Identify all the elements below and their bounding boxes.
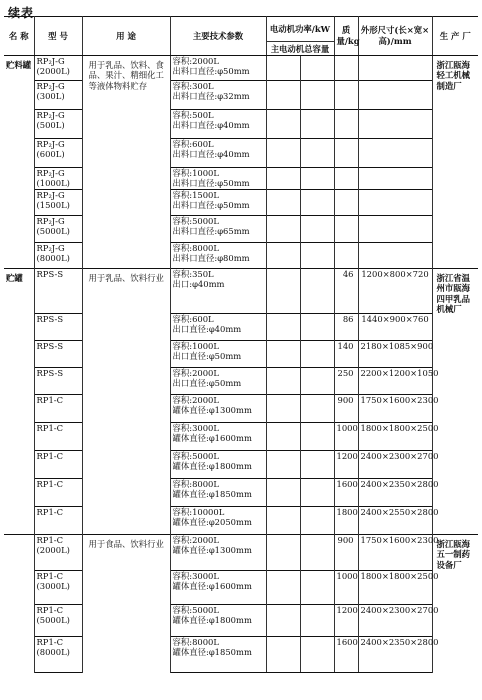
cell-power-total bbox=[300, 535, 334, 571]
cell-power-main bbox=[266, 56, 300, 81]
table-row bbox=[4, 451, 478, 479]
cell-power-main bbox=[266, 243, 300, 269]
cell-params-line: 容积:10000L bbox=[172, 507, 225, 517]
cell-model-line: (5000L) bbox=[36, 226, 70, 237]
cell-model-line: RPS-S bbox=[36, 314, 64, 324]
table-row bbox=[4, 637, 478, 673]
cell-params bbox=[170, 507, 266, 535]
cell-mass: 140 bbox=[334, 341, 358, 368]
cell-params-line: 容积:3000L bbox=[172, 423, 219, 433]
cell-params-line: 容积:600L bbox=[172, 314, 214, 324]
cell-power-main bbox=[266, 637, 300, 673]
table-row bbox=[4, 341, 478, 368]
cell-params bbox=[170, 243, 266, 269]
cell-mass: 1600 bbox=[334, 479, 358, 507]
table-caption: 续表 bbox=[8, 6, 35, 20]
cell-dims: 2400×2350×2800 bbox=[358, 637, 432, 673]
cell-model-line: (1000L) bbox=[36, 178, 70, 189]
cell-params-line: 出料口直径:φ50mm bbox=[172, 66, 250, 77]
cell-params-line: 罐体直径:φ1300mm bbox=[172, 405, 252, 416]
cell-params-line: 容积:5000L bbox=[172, 451, 219, 461]
cell-params-line: 出料口直径:φ40mm bbox=[172, 120, 250, 131]
cell-model-line: (300L) bbox=[36, 91, 65, 102]
cell-model bbox=[34, 605, 82, 637]
cell-dims bbox=[358, 190, 432, 216]
cell-power-main bbox=[266, 341, 300, 368]
cell-dims bbox=[358, 81, 432, 110]
cell-params bbox=[170, 605, 266, 637]
cell-mass: 1200 bbox=[334, 451, 358, 479]
cell-model-line: RP₂J-G bbox=[36, 190, 65, 200]
table-row bbox=[4, 535, 478, 571]
cell-params-line: 出料口直径:φ80mm bbox=[172, 253, 250, 264]
table-row bbox=[4, 81, 478, 110]
cell-model-line: RP₂J-G bbox=[36, 243, 65, 253]
cell-model-line: RP₂J-G bbox=[36, 110, 65, 120]
cell-params bbox=[170, 110, 266, 139]
cell-power-main bbox=[266, 535, 300, 571]
cell-power-total bbox=[300, 269, 334, 314]
cell-params-line: 容积:2000L bbox=[172, 368, 219, 378]
cell-power-main bbox=[266, 571, 300, 605]
cell-params-line: 罐体直径:φ1600mm bbox=[172, 581, 252, 592]
cell-model bbox=[34, 451, 82, 479]
cell-params bbox=[170, 637, 266, 673]
cell-model-line: RP₂J-G bbox=[36, 56, 65, 66]
cell-model-line: (8000L) bbox=[36, 253, 70, 264]
cell-mass bbox=[334, 139, 358, 168]
cell-model bbox=[34, 56, 82, 81]
cell-power-total bbox=[300, 341, 334, 368]
table-row bbox=[4, 269, 478, 314]
cell-mass bbox=[334, 81, 358, 110]
cell-model-line: RP1-C bbox=[36, 571, 64, 581]
cell-power-total bbox=[300, 571, 334, 605]
cell-model bbox=[34, 168, 82, 190]
cell-dims: 2400×2300×2700 bbox=[358, 451, 432, 479]
cell-model-line: RP1-C bbox=[36, 423, 64, 433]
cell-params bbox=[170, 190, 266, 216]
cell-params-line: 容积:2000L bbox=[172, 535, 219, 545]
header-use: 用 途 bbox=[82, 17, 170, 56]
cell-dims bbox=[358, 110, 432, 139]
cell-power-main bbox=[266, 81, 300, 110]
equipment-table bbox=[4, 16, 478, 673]
table-group bbox=[4, 535, 478, 673]
cell-model-line: (3000L) bbox=[36, 581, 70, 592]
cell-dims: 1800×1800×2500 bbox=[358, 571, 432, 605]
cell-model bbox=[34, 314, 82, 341]
cell-dims: 1800×1800×2500 bbox=[358, 423, 432, 451]
cell-params bbox=[170, 423, 266, 451]
cell-params-line: 罐体直径:φ1600mm bbox=[172, 433, 252, 444]
header-power-sub: 主电动机总容量 bbox=[270, 44, 330, 54]
cell-power-main bbox=[266, 605, 300, 637]
cell-power-main bbox=[266, 368, 300, 395]
cell-params bbox=[170, 314, 266, 341]
cell-power-total bbox=[300, 423, 334, 451]
table-row bbox=[4, 368, 478, 395]
cell-maker: 浙江瓯海五一制药设备厂 bbox=[432, 535, 478, 673]
cell-model bbox=[34, 243, 82, 269]
cell-params bbox=[170, 368, 266, 395]
cell-model bbox=[34, 423, 82, 451]
cell-power-total bbox=[300, 605, 334, 637]
cell-params-line: 容积:8000L bbox=[172, 243, 219, 253]
cell-maker: 浙江瓯海轻工机械制造厂 bbox=[432, 56, 478, 269]
cell-power-main bbox=[266, 314, 300, 341]
cell-model bbox=[34, 216, 82, 243]
cell-power-total bbox=[300, 479, 334, 507]
cell-params bbox=[170, 216, 266, 243]
cell-model bbox=[34, 368, 82, 395]
cell-model-line: (2000L) bbox=[36, 66, 70, 77]
cell-model-line: RPS-S bbox=[36, 368, 64, 378]
cell-dims bbox=[358, 139, 432, 168]
cell-model-line: RP1-C bbox=[36, 479, 64, 489]
cell-dims: 1200×800×720 bbox=[358, 269, 432, 314]
table-row bbox=[4, 423, 478, 451]
cell-params bbox=[170, 395, 266, 423]
table-row bbox=[4, 314, 478, 341]
cell-power-total bbox=[300, 314, 334, 341]
cell-params-line: 容积:300L bbox=[172, 81, 214, 91]
cell-power-main bbox=[266, 139, 300, 168]
cell-model-line: (600L) bbox=[36, 149, 65, 160]
cell-params-line: 容积:5000L bbox=[172, 605, 219, 615]
cell-model bbox=[34, 637, 82, 673]
cell-dims: 1440×900×760 bbox=[358, 314, 432, 341]
table-row bbox=[4, 139, 478, 168]
cell-power-main bbox=[266, 479, 300, 507]
cell-params bbox=[170, 451, 266, 479]
cell-params-line: 出口:φ40mm bbox=[172, 279, 225, 290]
cell-power-total bbox=[300, 243, 334, 269]
table-row bbox=[4, 168, 478, 190]
cell-dims: 2400×2350×2800 bbox=[358, 479, 432, 507]
header-model: 型 号 bbox=[34, 17, 82, 56]
cell-power-total bbox=[300, 637, 334, 673]
cell-mass: 1200 bbox=[334, 605, 358, 637]
cell-power-main bbox=[266, 216, 300, 243]
cell-params bbox=[170, 341, 266, 368]
cell-params-line: 出口直径:φ50mm bbox=[172, 378, 242, 389]
cell-dims: 2200×1200×1050 bbox=[358, 368, 432, 395]
cell-params-line: 容积:1000L bbox=[172, 341, 219, 351]
table-row bbox=[4, 216, 478, 243]
cell-model bbox=[34, 139, 82, 168]
cell-dims: 2400×2550×2800 bbox=[358, 507, 432, 535]
cell-dims bbox=[358, 216, 432, 243]
cell-model bbox=[34, 81, 82, 110]
cell-params-line: 容积:1500L bbox=[172, 190, 219, 200]
cell-model-line: RPS-S bbox=[36, 341, 64, 351]
cell-dims bbox=[358, 243, 432, 269]
cell-model-line: RP1-C bbox=[36, 605, 64, 615]
cell-power-main bbox=[266, 110, 300, 139]
cell-params-line: 罐体直径:φ1800mm bbox=[172, 615, 252, 626]
cell-params-line: 容积:600L bbox=[172, 139, 214, 149]
cell-model bbox=[34, 507, 82, 535]
cell-params-line: 罐体直径:φ2050mm bbox=[172, 517, 252, 528]
cell-params-line: 出料口直径:φ65mm bbox=[172, 226, 250, 237]
cell-mass: 1000 bbox=[334, 423, 358, 451]
cell-dims: 2180×1085×900 bbox=[358, 341, 432, 368]
cell-params-line: 罐体直径:φ1800mm bbox=[172, 461, 252, 472]
table-row bbox=[4, 395, 478, 423]
table-group bbox=[4, 269, 478, 535]
cell-params-line: 出口直径:φ50mm bbox=[172, 351, 242, 362]
header-mass: 质量/kg bbox=[334, 17, 358, 56]
table-row bbox=[4, 507, 478, 535]
cell-dims: 1750×1600×2300 bbox=[358, 395, 432, 423]
table-row bbox=[4, 605, 478, 637]
cell-params-line: 容积:5000L bbox=[172, 216, 219, 226]
cell-power-main bbox=[266, 395, 300, 423]
cell-mass bbox=[334, 190, 358, 216]
cell-power-total bbox=[300, 190, 334, 216]
header-dims: 外形尺寸(长×宽×高)/mm bbox=[358, 17, 432, 56]
cell-model bbox=[34, 341, 82, 368]
cell-params bbox=[170, 139, 266, 168]
table-row bbox=[4, 479, 478, 507]
table-row bbox=[4, 110, 478, 139]
table-row bbox=[4, 571, 478, 605]
cell-params-line: 容积:1000L bbox=[172, 168, 219, 178]
cell-model bbox=[34, 269, 82, 314]
cell-power-total bbox=[300, 168, 334, 190]
header-params: 主要技术参数 bbox=[170, 17, 266, 56]
cell-model bbox=[34, 571, 82, 605]
cell-params-line: 容积:8000L bbox=[172, 637, 219, 647]
header-name: 名 称 bbox=[4, 17, 34, 56]
cell-use: 用于乳品、饮料、食品、果汁、精细化工等液体物料贮存 bbox=[82, 56, 170, 269]
cell-model-line: RP₂J-G bbox=[36, 139, 65, 149]
cell-model-line: (8000L) bbox=[36, 647, 70, 658]
cell-model-line: RP1-C bbox=[36, 637, 64, 647]
cell-mass bbox=[334, 56, 358, 81]
cell-params-line: 容积:2000L bbox=[172, 395, 219, 405]
cell-name bbox=[4, 535, 34, 673]
cell-params bbox=[170, 269, 266, 314]
cell-params-line: 出料口直径:φ50mm bbox=[172, 200, 250, 211]
cell-model bbox=[34, 395, 82, 423]
cell-model bbox=[34, 535, 82, 571]
cell-use: 用于乳品、饮料行业 bbox=[82, 269, 170, 535]
cell-params bbox=[170, 571, 266, 605]
cell-params bbox=[170, 168, 266, 190]
cell-params-line: 出料口直径:φ40mm bbox=[172, 149, 250, 160]
cell-maker: 浙江省温州市瓯海四甲乳品机械厂 bbox=[432, 269, 478, 535]
cell-mass bbox=[334, 110, 358, 139]
cell-params-line: 容积:500L bbox=[172, 110, 214, 120]
cell-params-line: 容积:3000L bbox=[172, 571, 219, 581]
cell-params-line: 出料口直径:φ32mm bbox=[172, 91, 250, 102]
cell-dims bbox=[358, 168, 432, 190]
cell-power-main bbox=[266, 168, 300, 190]
cell-model-line: RP₂J-G bbox=[36, 81, 65, 91]
cell-name: 贮料罐 bbox=[4, 56, 34, 269]
cell-dims: 2400×2300×2700 bbox=[358, 605, 432, 637]
cell-mass: 86 bbox=[334, 314, 358, 341]
cell-mass: 900 bbox=[334, 535, 358, 571]
cell-mass: 46 bbox=[334, 269, 358, 314]
table-header bbox=[4, 17, 478, 56]
cell-model-line: RP1-C bbox=[36, 451, 64, 461]
cell-dims bbox=[358, 56, 432, 81]
cell-model-line: (2000L) bbox=[36, 545, 70, 556]
cell-mass: 900 bbox=[334, 395, 358, 423]
cell-params-line: 出口直径:φ40mm bbox=[172, 324, 242, 335]
cell-params-line: 容积:8000L bbox=[172, 479, 219, 489]
cell-power-main bbox=[266, 269, 300, 314]
cell-power-total bbox=[300, 368, 334, 395]
cell-power-total bbox=[300, 507, 334, 535]
cell-model-line: RP₂J-G bbox=[36, 168, 65, 178]
cell-power-total bbox=[300, 56, 334, 81]
cell-model-line: RP1-C bbox=[36, 507, 64, 517]
cell-power-total bbox=[300, 216, 334, 243]
cell-mass: 1600 bbox=[334, 637, 358, 673]
header-maker: 生 产 厂 bbox=[432, 17, 478, 56]
cell-use: 用于食品、饮料行业 bbox=[82, 535, 170, 673]
cell-params-line: 容积:2000L bbox=[172, 56, 219, 66]
cell-power-total bbox=[300, 451, 334, 479]
cell-params-line: 出料口直径:φ50mm bbox=[172, 178, 250, 189]
cell-model-line: (500L) bbox=[36, 120, 65, 131]
cell-power-total bbox=[300, 110, 334, 139]
cell-name: 贮罐 bbox=[4, 269, 34, 535]
cell-params-line: 罐体直径:φ1850mm bbox=[172, 489, 252, 500]
cell-params bbox=[170, 56, 266, 81]
cell-mass bbox=[334, 243, 358, 269]
cell-power-total bbox=[300, 395, 334, 423]
cell-power-main bbox=[266, 190, 300, 216]
cell-model-line: (1500L) bbox=[36, 200, 70, 211]
cell-model-line: (5000L) bbox=[36, 615, 70, 626]
cell-power-main bbox=[266, 451, 300, 479]
cell-mass bbox=[334, 168, 358, 190]
cell-params bbox=[170, 535, 266, 571]
cell-power-main bbox=[266, 423, 300, 451]
cell-mass: 1000 bbox=[334, 571, 358, 605]
table-row bbox=[4, 56, 478, 81]
table-group bbox=[4, 56, 478, 269]
cell-params-line: 罐体直径:φ1300mm bbox=[172, 545, 252, 556]
header-power-label: 电动机功率/kW bbox=[267, 17, 334, 42]
table-row bbox=[4, 190, 478, 216]
cell-power-total bbox=[300, 139, 334, 168]
cell-model-line: RPS-S bbox=[36, 269, 64, 279]
cell-dims: 1750×1600×2300 bbox=[358, 535, 432, 571]
cell-mass: 1800 bbox=[334, 507, 358, 535]
header-power bbox=[266, 17, 334, 56]
cell-params-line: 容积:350L bbox=[172, 269, 214, 279]
cell-params-line: 罐体直径:φ1850mm bbox=[172, 647, 252, 658]
cell-model bbox=[34, 190, 82, 216]
cell-power-main bbox=[266, 507, 300, 535]
cell-params bbox=[170, 81, 266, 110]
cell-mass bbox=[334, 216, 358, 243]
cell-power-total bbox=[300, 81, 334, 110]
cell-model bbox=[34, 479, 82, 507]
cell-mass: 250 bbox=[334, 368, 358, 395]
table-row bbox=[4, 243, 478, 269]
cell-model-line: RP1-C bbox=[36, 535, 64, 545]
cell-model-line: RP1-C bbox=[36, 395, 64, 405]
cell-params bbox=[170, 479, 266, 507]
cell-model bbox=[34, 110, 82, 139]
cell-model-line: RP₂J-G bbox=[36, 216, 65, 226]
